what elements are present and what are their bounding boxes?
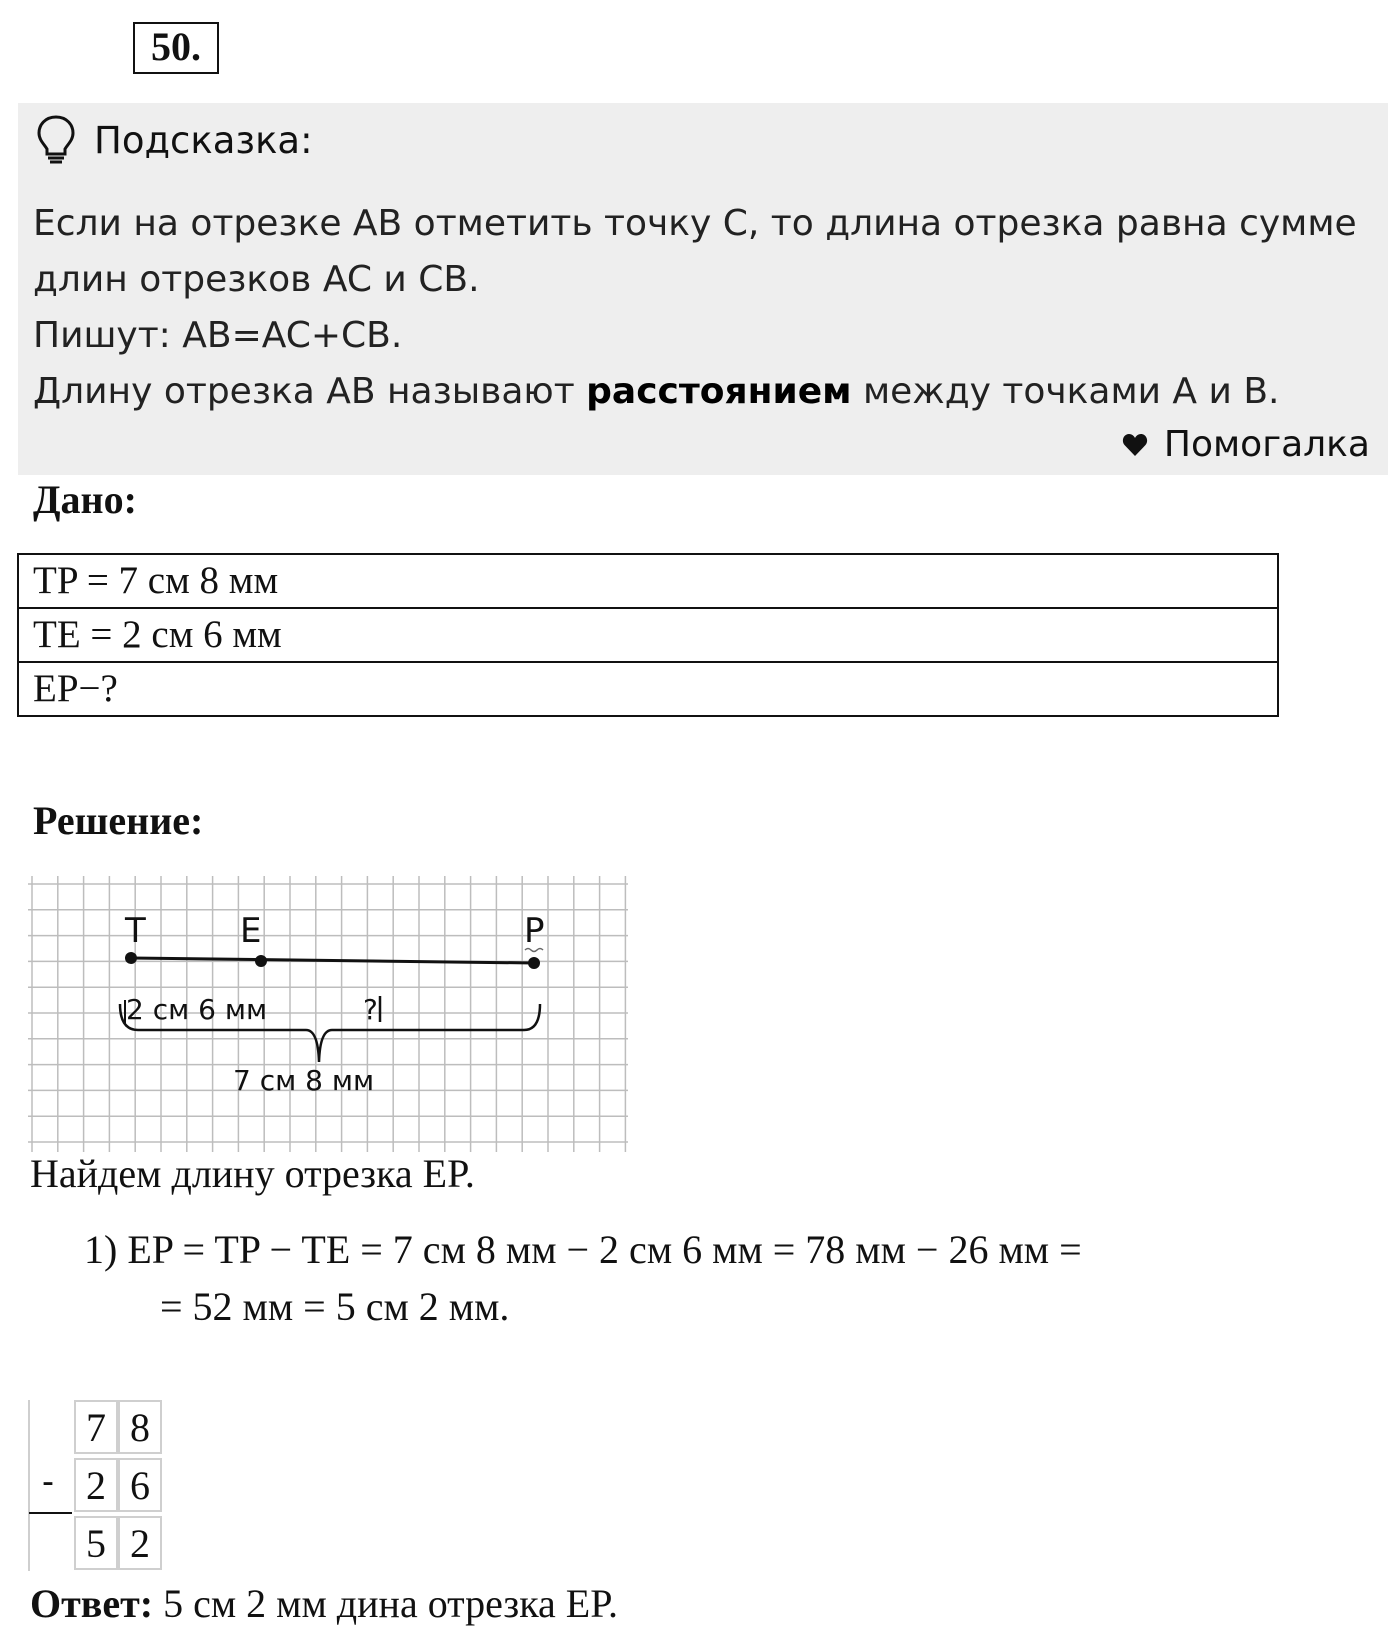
answer-label: Ответ: — [30, 1581, 154, 1626]
point-t — [125, 952, 137, 964]
hint-line-3: Пишут: AB=AC+CB. — [33, 315, 403, 356]
answer — [30, 1580, 618, 1627]
credit-text: Помогалка — [1163, 424, 1370, 465]
point-e — [255, 955, 267, 967]
table-row — [18, 608, 1278, 662]
label-e: E — [240, 911, 262, 951]
given-row-2: TE = 2 см 6 мм — [18, 608, 1278, 662]
hint-line-2: длин отрезков AC и CB. — [33, 259, 480, 300]
digit-r2-tens: 2 — [74, 1458, 118, 1512]
hint-header — [36, 114, 313, 166]
answer-text: 5 см 2 мм дина отрезка EP. — [153, 1581, 619, 1626]
label-ep: ? — [363, 993, 378, 1026]
hint-line-4 — [33, 364, 1373, 420]
digit-result-tens: 5 — [74, 1516, 118, 1570]
task-number: 50. — [133, 22, 219, 74]
digit-r1-ones: 8 — [118, 1400, 162, 1454]
label-tp: 7 см 8 мм — [233, 1064, 375, 1097]
credit — [1122, 424, 1370, 465]
label-p: P — [524, 911, 545, 951]
digit-r1-tens: 7 — [74, 1400, 118, 1454]
segment-tp — [131, 958, 534, 963]
hint-bold-term: расстоянием — [586, 371, 852, 412]
given-table — [17, 553, 1279, 717]
segment-diagram — [28, 876, 628, 1152]
table-row — [18, 554, 1278, 608]
find-text: Найдем длину отрезка EP. — [30, 1151, 475, 1196]
hint-line-4-end: между точками A и B. — [851, 371, 1280, 412]
label-te: 2 см 6 мм — [126, 993, 268, 1026]
hint-line-4-start: Длину отрезка AB называют — [33, 371, 587, 412]
solution-heading: Решение: — [33, 798, 204, 843]
point-p — [528, 957, 540, 969]
lightbulb-icon — [36, 114, 76, 166]
given-heading: Дано: — [33, 477, 137, 522]
table-row — [18, 662, 1278, 716]
digit-result-ones: 2 — [118, 1516, 162, 1570]
heart-icon — [1122, 433, 1148, 457]
digit-r2-ones: 6 — [118, 1458, 162, 1512]
column-subtraction — [28, 1400, 163, 1571]
given-row-3: EP−? — [18, 662, 1278, 716]
hint-text — [33, 196, 1373, 420]
given-row-1: TP = 7 см 8 мм — [18, 554, 1278, 608]
minus-sign: - — [42, 1460, 54, 1501]
hint-title: Подсказка: — [94, 118, 313, 162]
hint-line-1: Если на отрезке AB отметить точку C, то длина отрезка равна сумме — [33, 203, 1357, 244]
step-1-line-2: = 52 мм = 5 см 2 мм. — [160, 1284, 510, 1329]
step-1-line-1: 1) EP = TP − TE = 7 см 8 мм − 2 см 6 мм = 78 мм − 26 мм = — [84, 1227, 1082, 1272]
label-t: T — [125, 911, 146, 951]
